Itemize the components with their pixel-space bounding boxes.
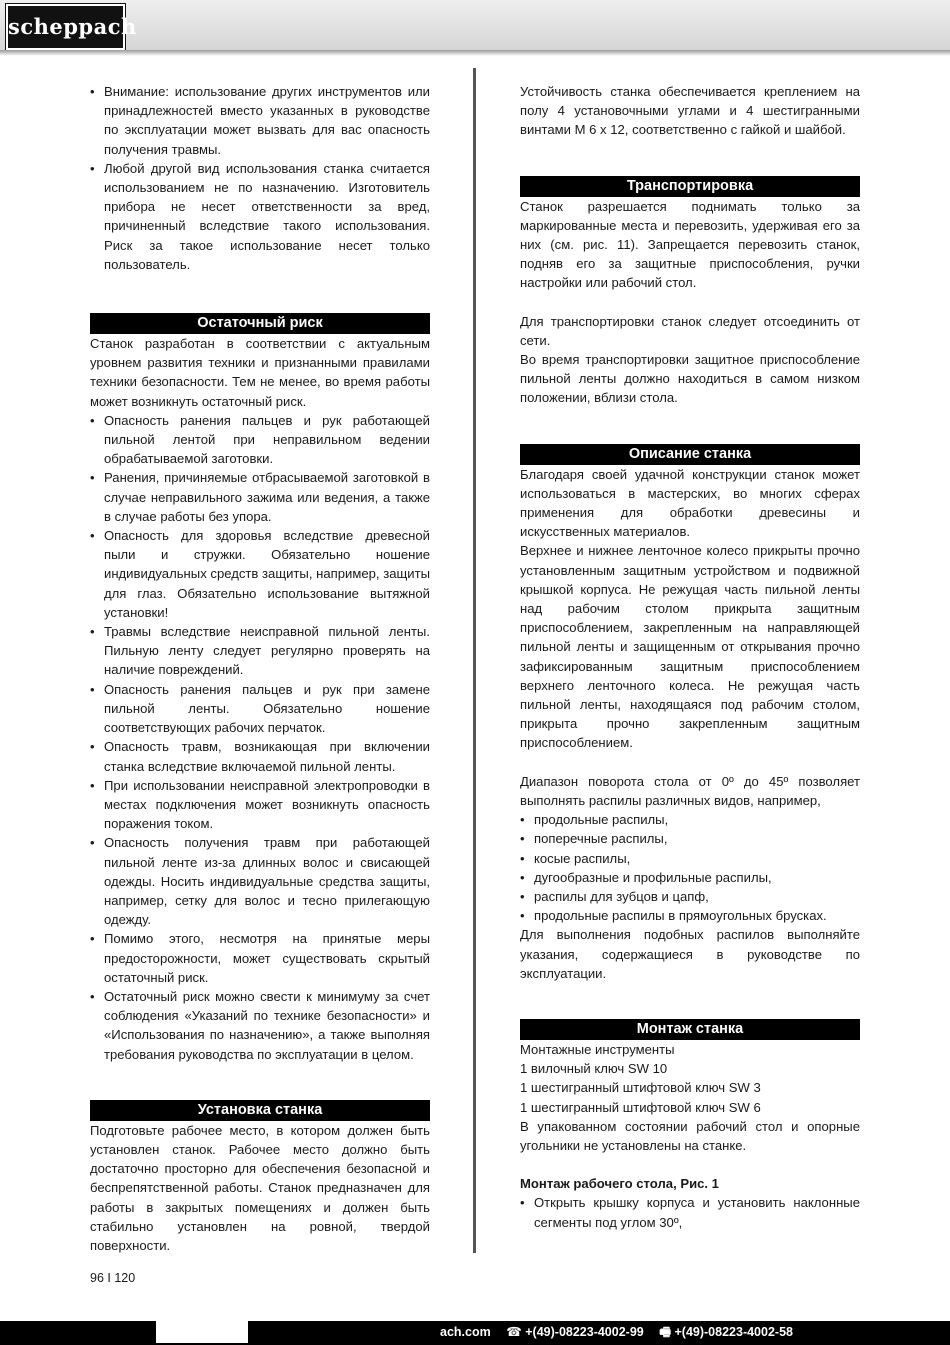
footer-contact [440,1321,805,1345]
footer-website: ach.com [440,1325,491,1339]
page-footer [0,1321,950,1345]
paragraph: Станок разработан в соответствии с актуальным уровнем развития техники и признанными правилами техники безопасности. Тем не менее, во время работы может возникнуть остаточный риск. [90,336,430,409]
section-heading-description: Описание станка [520,444,860,465]
list-item: • Открыть крышку корпуса и установить наклонные сегменты под углом 30º, [520,1193,860,1231]
footer-white-block [156,1321,248,1343]
list-item: • поперечные распилы, [520,829,860,848]
intro-bullet-list [90,82,430,274]
list-item: • косые распилы, [520,849,860,868]
paragraph: Диапазон поворота стола от 0º до 45º позволяет выполнять распилы различных видов, например, [520,773,860,808]
page-number: 96 I 120 [90,1271,136,1285]
tool-item: 1 вилочный ключ SW 10 [520,1061,668,1077]
footer-phone: ☎ +(49)-08223-4002-99 [506,1325,644,1339]
tool-item: 1 шестигранный штифтовой ключ SW 6 [520,1099,761,1115]
list-item: • Травмы вследствие неисправной пильной ленты. Пильную ленту следует регулярно проверять на наличие повреждений. [90,622,430,680]
list-item: • Ранения, причиняемые отбрасываемой заготовкой в случае неправильного зажима или ведения, а также в случае работы без упора. [90,468,430,526]
section-heading-installation: Установка станка [90,1100,430,1121]
list-item: • Опасность травм, возникающая при включении станка вследствие включаемой пильной ленты. [90,737,430,775]
list-item: • Внимание: использование других инструментов или принадлежностей вместо указанных в руководстве по эксплуатации может вызвать для вас опасность получения травмы. [90,82,430,159]
paragraph: В упакованном состоянии рабочий стол и опорные угольники не установлены на станке. [520,1118,860,1153]
paragraph: Верхнее и нижнее ленточное колесо прикрыты прочно установленным защитным устройством и подвижной крышкой корпуса. Не режущая часть пильной ленты над рабочим столом прикрыта защитным приспособлением, закрепленным на направляющей пильной ленты и защищенным от открывания прочно зафиксированным защитным приспособлением верхнего ленточного колеса. Не режущая часть пильной ленты, находящаяся под рабочим столом, прикрыта прочно закрепленным защитным приспособлением. [520,543,860,751]
list-item: • При использовании неисправной электропроводки в местах подключения может возникнуть опасность поражения током. [90,776,430,834]
section-heading-residual-risk: Остаточный риск [90,313,430,334]
list-item: • Опасность получения травм при работающей пильной ленте из-за длинных волос и свисающей одежды. Носить индивидуальные средства защиты, например, сетку для волос и тесно прилегающую одежду. [90,833,430,929]
list-item: • Опасность ранения пальцев и рук при замене пильной ленты. Обязательно ношение соответствующих рабочих перчаток. [90,680,430,738]
header-shadow [0,50,950,56]
footer-fax: 🖷 +(49)-08223-4002-58 [659,1325,793,1339]
paragraph: Для выполнения подобных распилов выполняйте указания, содержащиеся в руководстве по эксплуатации. [520,927,860,981]
list-item: • продольные распилы, [520,810,860,829]
paragraph: Станок разрешается поднимать только за маркированные места и перевозить, удерживая его за них (см. рис. 11). Запрещается перевозить станок, подняв его за защитные приспособления, ручки настройки или рабочий стол. [520,198,860,291]
paragraph: Благодаря своей удачной конструкции станок может использоваться в мастерских, во многих сферах применения для обработки древесины и искусственных материалов. [520,466,860,540]
list-item: • Опасность ранения пальцев и рук работающей пильной лентой при неправильном ведении обрабатываемой заготовки. [90,411,430,469]
list-item: • Любой другой вид использования станка считается использованием не по назначению. Изготовитель прибора не несет ответственности за вред, причиненный вследствие такого использования. Риск за такое использование несет только пользователь. [90,159,430,274]
section-heading-transport: Транспортировка [520,176,860,197]
page-header [0,0,950,50]
tools-title: Монтажные инструменты [520,1041,675,1057]
list-item: • распилы для зубцов и цапф, [520,887,860,906]
list-item: • дугообразные и профильные распилы, [520,868,860,887]
section-heading-assembly: Монтаж станка [520,1019,860,1040]
paragraph: Устойчивость станка обеспечивается креплением на полу 4 установочными углами и 4 шестигранными винтами М 6 x 12, соответственно с гайкой и шайбой. [520,84,860,138]
paragraph: Во время транспортировки защитное приспособление пильной ленты должно находиться в самом низком положении, вблизи стола. [520,352,860,406]
right-column [520,82,860,1232]
list-item: • Остаточный риск можно свести к минимуму за счет соблюдения «Указаний по технике безопасности» и «Использования по назначению», а также выполняя требования руководства по эксплуатации в целом. [90,987,430,1064]
subheading-table-assembly: Монтаж рабочего стола, Рис. 1 [520,1176,719,1192]
list-item: • Опасность для здоровья вследствие древесной пыли и стружки. Обязательно ношение индивидуальных средств защиты, например, защиты для глаз. Обязательно использование вытяжной установки! [90,526,430,622]
cuts-list [520,810,860,925]
list-item: • Помимо этого, несмотря на принятые меры предосторожности, может существовать скрытый остаточный риск. [90,929,430,987]
residual-risk-list [90,411,430,1064]
column-divider [473,68,476,1253]
left-column [90,82,430,1255]
list-item: • продольные распилы в прямоугольных брусках. [520,906,860,925]
paragraph: Подготовьте рабочее место, в котором должен быть установлен станок. Рабочее место должно быть достаточно просторно для обеспечения безопасной и беспрепятственной работы. Станок предназначен для работы в закрытых помещениях и должен быть стабильно установлен на ровной, твердой поверхности. [90,1122,430,1253]
table-assembly-list [520,1193,860,1231]
scheppach-logo: scheppach [6,4,125,50]
paragraph: Для транспортировки станок следует отсоединить от сети. [520,313,860,348]
tool-item: 1 шестигранный штифтовой ключ SW 3 [520,1080,761,1096]
